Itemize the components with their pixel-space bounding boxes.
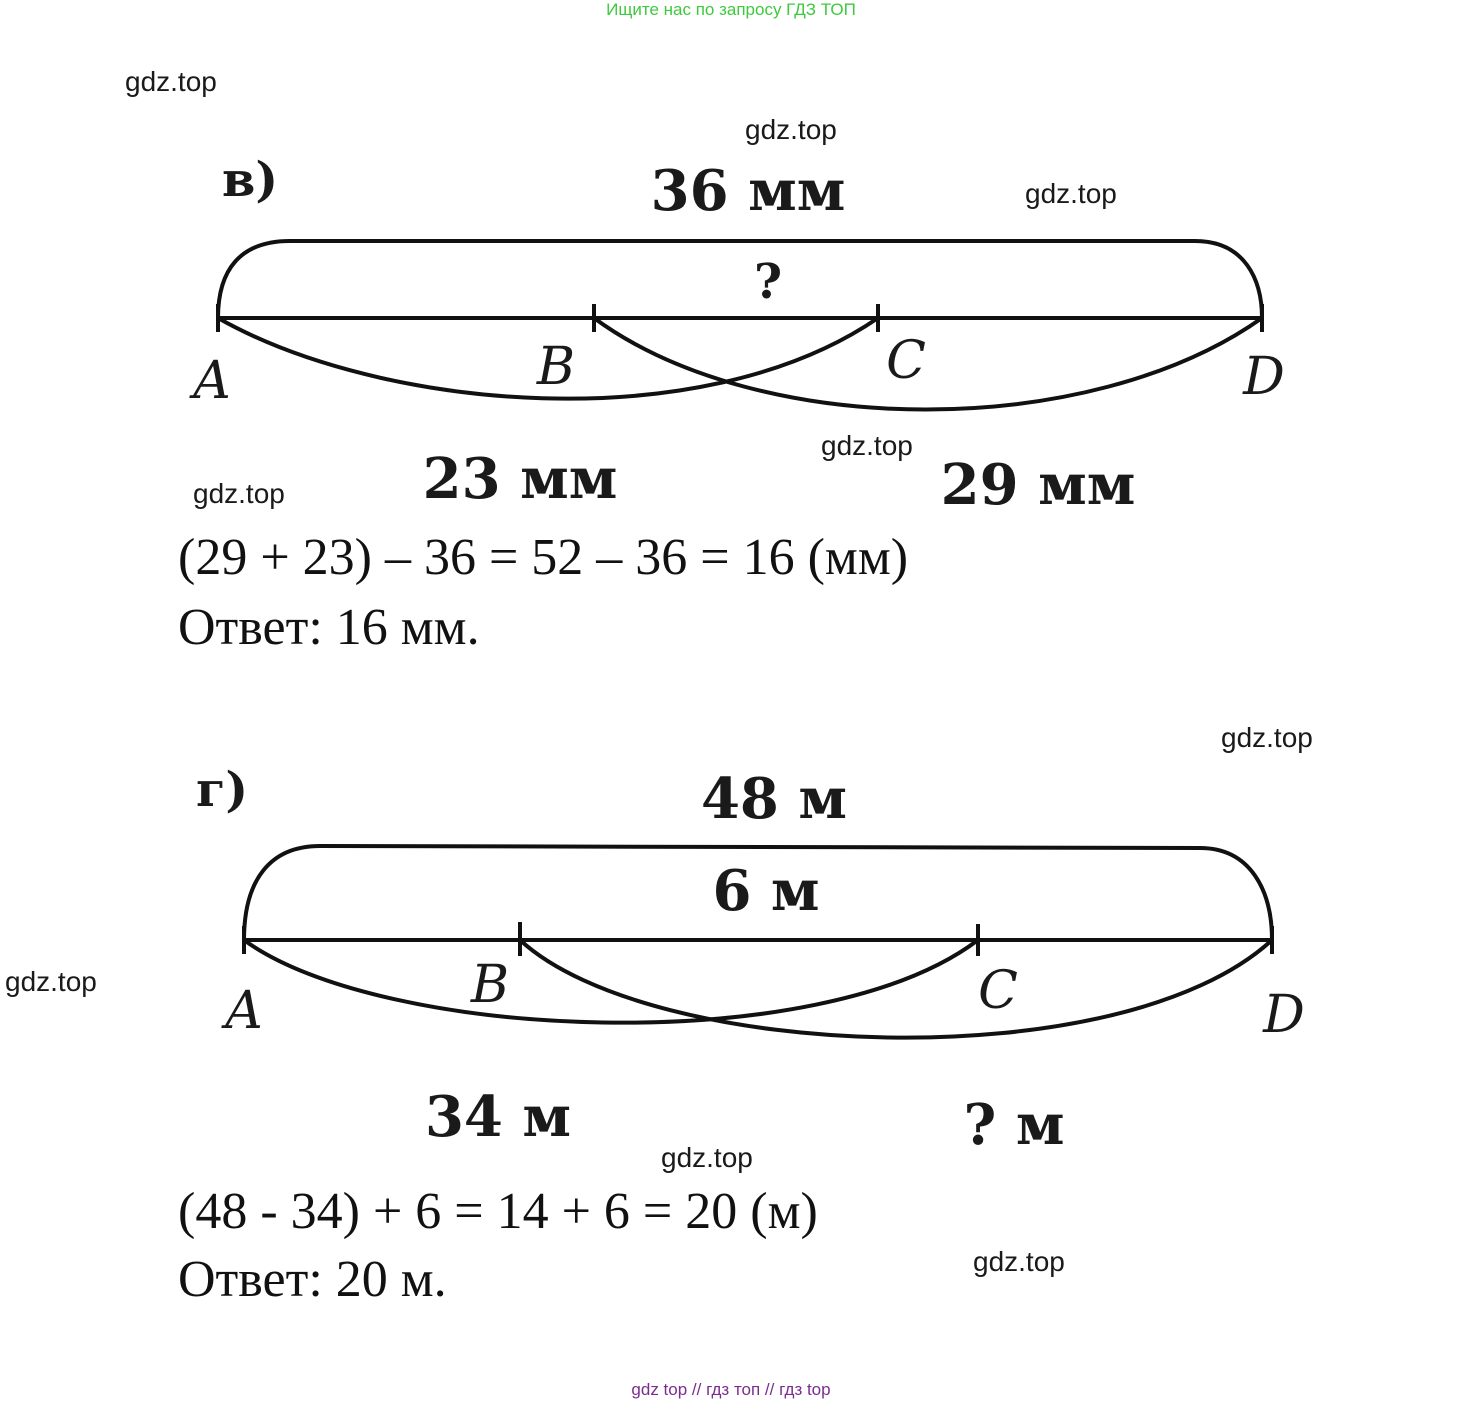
point-a-v: A (193, 351, 231, 411)
point-d-g: D (1263, 985, 1305, 1045)
watermark: gdz.top (661, 1142, 753, 1173)
equation-v: (29 + 23) – 36 = 52 – 36 = 16 (мм) (178, 529, 909, 586)
left-measure-g: 34 м (424, 1084, 572, 1150)
point-c-v: C (886, 331, 926, 391)
right-measure-g: ? м (963, 1092, 1065, 1158)
point-b-g: B (470, 955, 510, 1015)
point-a-g: A (225, 981, 263, 1041)
answer-g: Ответ: 20 м. (178, 1251, 447, 1308)
label-g: г) (196, 762, 249, 818)
label-v: в) (222, 152, 279, 208)
watermark: gdz.top (973, 1246, 1065, 1277)
point-b-v: B (536, 337, 576, 397)
point-c-g: C (978, 961, 1018, 1021)
top-banner: Ищите нас по запросу ГДЗ ТОП (606, 0, 856, 19)
watermark: gdz.top (193, 478, 285, 509)
right-measure-v: 29 мм (940, 452, 1136, 518)
watermark: gdz.top (1221, 722, 1313, 753)
point-d-v: D (1243, 347, 1285, 407)
watermark: gdz.top (745, 114, 837, 145)
left-measure-v: 23 мм (422, 446, 618, 512)
watermark: gdz.top (821, 430, 913, 461)
watermark: gdz.top (5, 966, 97, 997)
watermark: gdz.top (125, 66, 217, 97)
equation-g: (48 - 34) + 6 = 14 + 6 = 20 (м) (178, 1183, 818, 1240)
watermark: gdz.top (1025, 178, 1117, 209)
footer: gdz top // гдз топ // гдз top (631, 1380, 831, 1399)
answer-v: Ответ: 16 мм. (178, 599, 480, 656)
top-measure-g: 48 м (700, 766, 848, 832)
top-measure-v: 36 мм (650, 158, 846, 224)
middle-measure-g: 6 м (712, 858, 820, 924)
arc-ac-g (244, 940, 978, 1023)
question-v: ? (753, 254, 783, 310)
